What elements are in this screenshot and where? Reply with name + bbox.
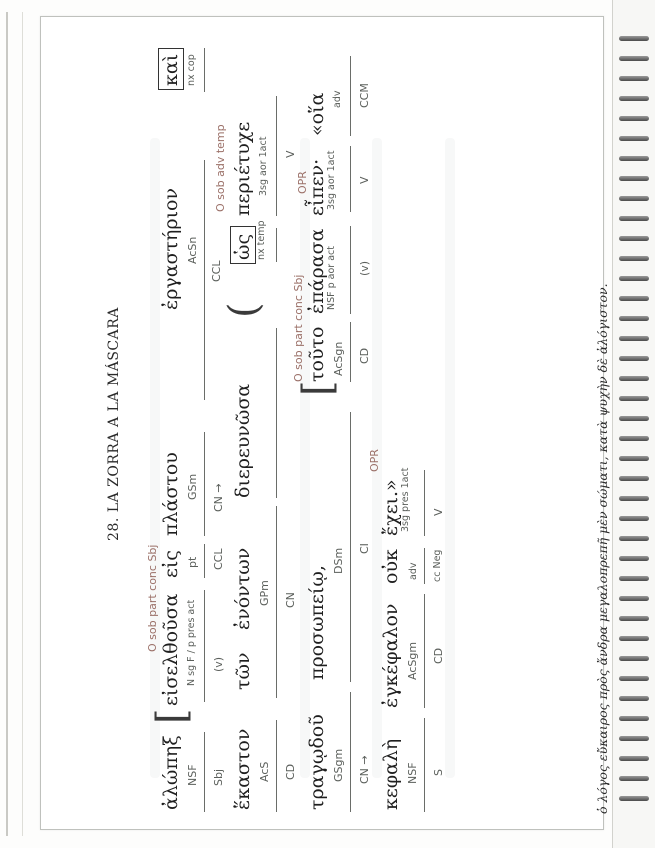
annotation: O sob part conc Sbj: [292, 274, 305, 382]
greek-word: πλάστου: [160, 452, 182, 536]
annotation: N sg F / p pres act: [186, 599, 197, 686]
annotation: OPR: [296, 171, 309, 194]
annotation: adv: [408, 562, 419, 580]
underline: [276, 720, 277, 812]
underline: [204, 160, 205, 400]
annotation: V: [284, 150, 297, 158]
fable-moral: ὁ λόγος εὔκαιρος πρὸς ἄνδρα μεγαλοπρεπῆ μὲν σώματι, κατὰ ψυχὴν δὲ ἀλόγιστον.: [595, 283, 610, 814]
annotation: CN →: [358, 755, 371, 784]
greek-word: τοῦτο: [306, 326, 328, 382]
greek-word: ὡς: [232, 233, 254, 260]
underline: [350, 146, 351, 212]
annotation: AcSgm: [406, 641, 419, 680]
greek-word: ἐργαστήριον: [160, 187, 182, 310]
annotation: Sbj: [212, 768, 225, 786]
annotation: adv: [332, 90, 343, 108]
greek-word: ἀλώπηξ: [160, 735, 182, 810]
annotation: (v): [358, 260, 371, 276]
greek-word: ἕκαστον: [232, 728, 254, 810]
annotation: NSF: [406, 762, 419, 784]
annotation: S: [432, 769, 445, 776]
annotation: 3sg aor 1act: [326, 150, 337, 210]
underline: [204, 590, 205, 702]
greek-word: εἰσελθοῦσα: [160, 593, 182, 706]
greek-word: «οἵα: [306, 92, 328, 136]
annotation: NSF: [186, 764, 199, 786]
underline: [276, 328, 277, 498]
greek-word: διερευνῶσα: [232, 383, 254, 498]
annotation: CD: [358, 347, 371, 364]
annotation: CD: [432, 647, 445, 664]
bracket-open: [: [149, 708, 195, 724]
annotation: 3sg aor 1act: [258, 136, 269, 196]
underline: [276, 228, 277, 262]
greek-word: τῶν: [232, 652, 254, 690]
show-through-line: [150, 138, 160, 778]
greek-word: περιέτυχε: [232, 121, 254, 216]
annotation: (v): [212, 656, 225, 672]
greek-word: εἶπεν·: [306, 158, 328, 216]
underline: [204, 432, 205, 536]
annotation: DSm: [332, 547, 345, 574]
annotation: AcSgn: [332, 341, 345, 376]
show-through-line: [445, 138, 455, 778]
fable-title: 28. LA ZORRA A LA MÁSCARA: [106, 307, 122, 541]
underline: [424, 718, 425, 812]
annotation: nx cop: [186, 54, 197, 86]
annotation: O sob adv temp: [214, 124, 227, 212]
annotation: V: [432, 508, 445, 516]
greek-word: ἐγκέφαλον: [380, 603, 402, 708]
annotation: AcSn: [186, 236, 199, 264]
annotation: GSm: [186, 473, 199, 500]
underline: [350, 322, 351, 382]
bracket-open: (: [221, 302, 267, 318]
annotation: 3sg pres 1act: [400, 467, 411, 532]
annotation: cc Neg: [432, 549, 443, 582]
underline: [276, 96, 277, 216]
greek-word: ἐνόντων: [232, 547, 254, 630]
greek-word: καὶ: [160, 53, 182, 86]
annotation: V: [358, 176, 371, 184]
greek-word: τραγῳδοῦ: [306, 714, 328, 810]
underline: [424, 594, 425, 708]
annotation: OPR: [368, 449, 381, 472]
annotation: GPm: [258, 580, 271, 606]
worksheet-paper: [40, 16, 604, 830]
annotation: AcS: [258, 761, 271, 782]
annotation: nx temp: [256, 220, 267, 260]
underline: [204, 732, 205, 812]
greek-word: ἔχει.»: [380, 479, 402, 536]
underline: [424, 548, 425, 584]
greek-word: εἰς: [160, 550, 182, 578]
greek-word: οὐκ: [380, 549, 402, 584]
annotation: NSF p aor act: [326, 246, 337, 310]
greek-word: ἐπάρασα: [306, 228, 328, 314]
underline: [276, 506, 277, 698]
greek-word: προσωπείῳ,: [306, 565, 328, 680]
underline: [204, 544, 205, 578]
underline: [424, 470, 425, 536]
greek-word: κεφαλὴ: [380, 738, 402, 810]
underline: [350, 692, 351, 812]
underline: [350, 56, 351, 136]
underline: [204, 48, 205, 92]
annotation: CCL: [212, 548, 225, 570]
annotation: CD: [284, 763, 297, 780]
annotation: O sob part conc Sbj: [146, 544, 159, 652]
annotation: CN →: [212, 483, 225, 512]
annotation: CCL: [210, 260, 223, 282]
annotation: CI: [358, 543, 371, 554]
annotation: GSgm: [332, 748, 345, 782]
annotation: CN: [284, 592, 297, 608]
bracket-open: [: [295, 380, 341, 396]
underline: [350, 412, 351, 682]
annotation: CCM: [358, 83, 371, 108]
annotation: pt: [186, 556, 199, 568]
underline: [350, 226, 351, 314]
